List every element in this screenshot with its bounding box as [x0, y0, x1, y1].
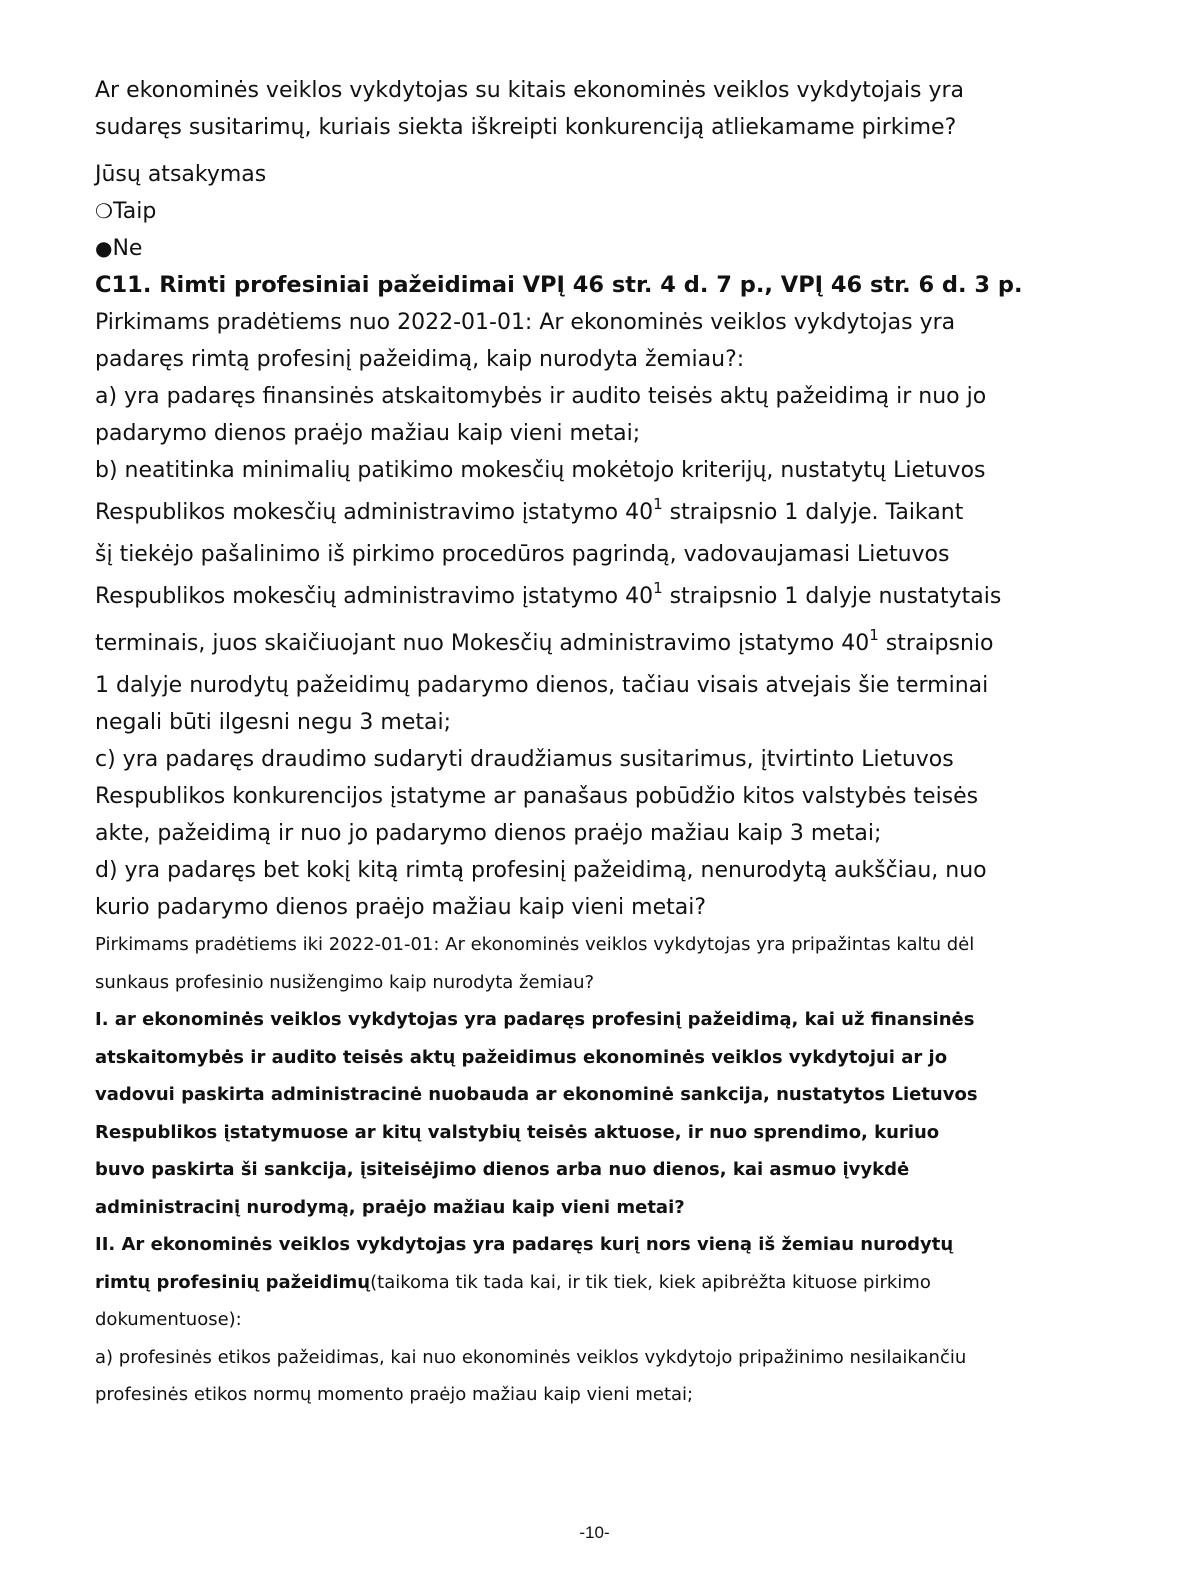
item-a-line: a) yra padaręs finansinės atskaitomybės ir audito teisės aktų pažeidimą ir nuo jo [95, 384, 987, 409]
item-d-line: kurio padarymo dienos praėjo mažiau kaip vieni metai? [95, 895, 706, 920]
question-line-2: sudaręs susitarimų, kuriais siekta iškreipti konkurenciją atliekamame pirkime? [95, 115, 957, 140]
item-ii-line: dokumentuose): [95, 1309, 242, 1330]
item-d-line: d) yra padaręs bet kokį kitą rimtą profesinį pažeidimą, nenurodytą aukščiau, nuo [95, 858, 987, 883]
item-c-line: Respublikos konkurencijos įstatyme ar panašaus pobūdžio kitos valstybės teisės [95, 784, 979, 809]
item-b-line: terminais, juos skaičiuojant nuo Mokesčių administravimo įstatymo $40^1$ straipsnio [95, 625, 994, 656]
item-i-line: atskaitomybės ir audito teisės aktų pažeidimus ekonominės veiklos vykdytojui ar jo [95, 1046, 948, 1068]
option-label: Taip [112, 199, 157, 224]
paragraph-line: padaręs rimtą profesinį pažeidimą, kaip nurodyta žemiau?: [95, 347, 745, 372]
item-b-line: Respublikos mokesčių administravimo įstatymo $40^1$ straipsnio 1 dalyje nustatytais [95, 578, 1002, 609]
item-ii-line: rimtų profesinių pažeidimų(taikoma tik tada kai, ir tik tiek, kiek apibrėžta kituose pirkimo [95, 1271, 931, 1293]
item-b-line: šį tiekėjo pašalinimo iš pirkimo procedūros pagrindą, vadovaujamasi Lietuvos [95, 542, 950, 567]
document-page [95, 72, 1105, 1414]
item-i-line: vadovui paskirta administracinė nuobauda ar ekonominė sankcija, nustatytos Lietuvos [95, 1084, 978, 1105]
item-i-line: Respublikos įstatymuose ar kitų valstybių teisės aktuose, ir nuo sprendimo, kuriuo [95, 1121, 940, 1143]
option-label: Ne [112, 236, 143, 261]
small-paragraph-line: Pirkimams pradėtiems iki 2022-01-01: Ar ekonominės veiklos vykdytojas yra pripažintas kaltu dėl [95, 934, 975, 955]
subitem-a-line: profesinės etikos normų momento praėjo mažiau kaip vieni metai; [95, 1384, 694, 1405]
superscript: 1 [653, 578, 663, 597]
item-b-line: negali būti ilgesni negu 3 metai; [95, 710, 451, 735]
radio-empty-icon[interactable]: ❍ [95, 199, 113, 223]
item-i-line: buvo paskirta ši sankcija, įsiteisėjimo dienos arba nuo dienos, kai asmuo įvykdė [95, 1159, 910, 1180]
radio-filled-icon[interactable]: ● [95, 236, 113, 260]
subitem-a-line: a) profesinės etikos pažeidimas, kai nuo ekonominės veiklos vykdytojo pripažinimo nesilaikančiu [95, 1346, 967, 1368]
item-a-line: padarymo dienos praėjo mažiau kaip vieni metai; [95, 421, 641, 446]
option-ne[interactable] [95, 230, 1105, 267]
item-ii-line: II. Ar ekonominės veiklos vykdytojas yra padaręs kurį nors vieną iš žemiau nurodytų [95, 1234, 954, 1255]
item-b-line: 1 dalyje nurodytų pažeidimų padarymo dienos, tačiau visais atvejais šie terminai [95, 673, 989, 698]
superscript: 1 [653, 494, 663, 513]
answer-label: Jūsų atsakymas [95, 162, 267, 187]
option-taip[interactable] [95, 193, 1105, 230]
page-number: -10- [579, 1523, 610, 1542]
item-b-line: b) neatitinka minimalių patikimo mokesčių mokėtojo kriterijų, nustatytų Lietuvos [95, 458, 986, 483]
question-line-1: Ar ekonominės veiklos vykdytojas su kitais ekonominės veiklos vykdytojais yra [95, 78, 964, 103]
item-c-line: c) yra padaręs draudimo sudaryti draudžiamus susitarimus, įtvirtinto Lietuvos [95, 747, 954, 772]
item-i-line: I. ar ekonominės veiklos vykdytojas yra padaręs profesinį pažeidimą, kai už finansinės [95, 1009, 975, 1030]
item-c-line: akte, pažeidimą ir nuo jo padarymo dienos praėjo mažiau kaip 3 metai; [95, 821, 882, 846]
small-paragraph-line: sunkaus profesinio nusižengimo kaip nurodyta žemiau? [95, 971, 595, 993]
item-b-line: Respublikos mokesčių administravimo įstatymo $40^1$ straipsnio 1 dalyje. Taikant [95, 494, 964, 525]
item-i-line: administracinį nurodymą, praėjo mažiau kaip vieni metai? [95, 1196, 685, 1218]
section-heading: C11. Rimti profesiniai pažeidimai VPĮ 46 str. 4 d. 7 p., VPĮ 46 str. 6 d. 3 p. [95, 272, 1023, 298]
superscript: 1 [869, 625, 879, 644]
paragraph-line: Pirkimams pradėtiems nuo 2022-01-01: Ar ekonominės veiklos vykdytojas yra [95, 310, 956, 335]
